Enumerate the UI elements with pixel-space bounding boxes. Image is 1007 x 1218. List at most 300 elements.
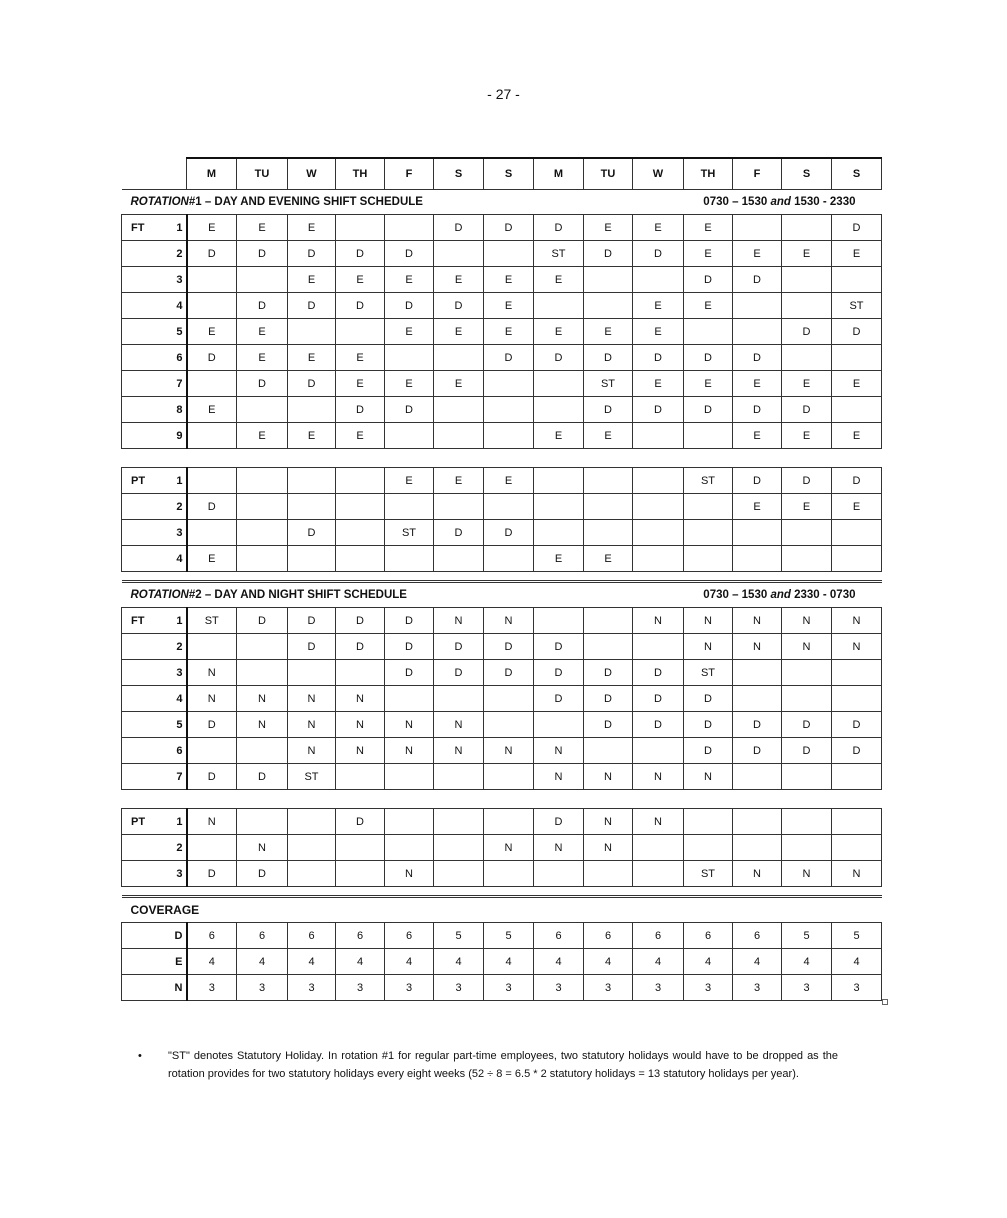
- shift-cell: [484, 546, 534, 572]
- shift-cell: D: [633, 686, 684, 712]
- day-header: TU: [237, 158, 288, 190]
- shift-cell: [434, 861, 484, 887]
- spacer-cell: [122, 790, 882, 809]
- shift-cell: [782, 215, 832, 241]
- shift-cell: E: [336, 267, 385, 293]
- shift-cell: D: [782, 468, 832, 494]
- rotation1-ft-row: [122, 345, 882, 371]
- shift-cell: [534, 861, 584, 887]
- shift-cell: [534, 397, 584, 423]
- shift-cell: [336, 215, 385, 241]
- rotation1-ft-row: [122, 241, 882, 267]
- coverage-cell: 4: [534, 949, 584, 975]
- shift-cell: [832, 764, 882, 790]
- shift-cell: [584, 494, 633, 520]
- shift-cell: E: [434, 267, 484, 293]
- day-header: M: [534, 158, 584, 190]
- shift-cell: D: [633, 712, 684, 738]
- shift-cell: [288, 397, 336, 423]
- shift-cell: D: [534, 686, 584, 712]
- rotation1-ft-row: [122, 215, 882, 241]
- pt-label: [122, 835, 168, 861]
- rotation2-hours-a: 0730 – 1530: [703, 589, 768, 601]
- rotation2-title-italic: ROTATION: [130, 589, 189, 601]
- coverage-title-row: [122, 897, 882, 923]
- coverage-cell: 6: [633, 923, 684, 949]
- shift-cell: N: [484, 738, 534, 764]
- shift-cell: [484, 371, 534, 397]
- shift-cell: D: [187, 764, 237, 790]
- shift-cell: [237, 660, 288, 686]
- shift-cell: [633, 861, 684, 887]
- shift-cell: [434, 809, 484, 835]
- shift-cell: N: [288, 738, 336, 764]
- shift-cell: E: [385, 371, 434, 397]
- shift-cell: [288, 835, 336, 861]
- shift-cell: [187, 835, 237, 861]
- shift-cell: N: [336, 712, 385, 738]
- shift-cell: E: [584, 215, 633, 241]
- shift-cell: E: [733, 423, 782, 449]
- shift-cell: [832, 686, 882, 712]
- shift-cell: E: [633, 215, 684, 241]
- rotation2-ft-row: [122, 764, 882, 790]
- shift-cell: [187, 520, 237, 546]
- shift-cell: N: [534, 764, 584, 790]
- shift-cell: D: [385, 608, 434, 634]
- shift-cell: E: [684, 293, 733, 319]
- rotation1-ft-row: [122, 397, 882, 423]
- coverage-cell: 6: [684, 923, 733, 949]
- coverage-cell: 4: [733, 949, 782, 975]
- shift-cell: N: [832, 608, 882, 634]
- rotation2-ft-row: [122, 686, 882, 712]
- shift-cell: D: [584, 712, 633, 738]
- shift-cell: D: [187, 861, 237, 887]
- shift-cell: N: [733, 634, 782, 660]
- rotation2-pt-row: [122, 809, 882, 835]
- shift-cell: [832, 397, 882, 423]
- shift-cell: [187, 738, 237, 764]
- shift-cell: D: [782, 319, 832, 345]
- shift-cell: D: [187, 241, 237, 267]
- rotation2-pt-row: [122, 861, 882, 887]
- shift-cell: D: [187, 712, 237, 738]
- shift-cell: E: [782, 494, 832, 520]
- shift-cell: [733, 215, 782, 241]
- employee-number: 4: [168, 546, 187, 572]
- shift-cell: [684, 319, 733, 345]
- ft-label: [122, 371, 168, 397]
- rotation1-hours: [703, 196, 881, 208]
- shift-cell: [385, 546, 434, 572]
- shift-cell: D: [832, 319, 882, 345]
- coverage-cell: 6: [336, 923, 385, 949]
- rotation2-ft-row: [122, 712, 882, 738]
- shift-cell: [336, 835, 385, 861]
- ft-label: [122, 293, 168, 319]
- shift-cell: [237, 494, 288, 520]
- shift-cell: [584, 293, 633, 319]
- shift-cell: [385, 423, 434, 449]
- coverage-cell: 3: [733, 975, 782, 1001]
- shift-cell: [782, 345, 832, 371]
- rotation2-title: [122, 582, 882, 608]
- shift-cell: [633, 468, 684, 494]
- shift-cell: [733, 686, 782, 712]
- shift-cell: D: [385, 293, 434, 319]
- shift-cell: [385, 215, 434, 241]
- shift-cell: E: [684, 241, 733, 267]
- shift-cell: [684, 520, 733, 546]
- spacer-row: [122, 572, 882, 582]
- coverage-cell: 6: [733, 923, 782, 949]
- coverage-cell: 3: [288, 975, 336, 1001]
- shift-cell: D: [288, 634, 336, 660]
- shift-cell: [434, 764, 484, 790]
- shift-cell: ST: [584, 371, 633, 397]
- shift-cell: [237, 267, 288, 293]
- shift-cell: N: [782, 608, 832, 634]
- shift-cell: [534, 371, 584, 397]
- shift-cell: E: [782, 241, 832, 267]
- shift-cell: [336, 468, 385, 494]
- shift-cell: E: [484, 319, 534, 345]
- shift-cell: D: [534, 215, 584, 241]
- shift-cell: D: [434, 520, 484, 546]
- rotation2-hours-b: 2330 - 0730: [794, 589, 856, 601]
- shift-cell: ST: [684, 861, 733, 887]
- shift-cell: E: [237, 319, 288, 345]
- shift-cell: E: [584, 423, 633, 449]
- rotation2-title-text: [122, 589, 407, 601]
- shift-cell: D: [484, 520, 534, 546]
- coverage-cell: 3: [187, 975, 237, 1001]
- shift-cell: D: [237, 861, 288, 887]
- employee-number: 2: [168, 494, 187, 520]
- shift-cell: N: [237, 686, 288, 712]
- shift-cell: E: [187, 215, 237, 241]
- shift-cell: [336, 861, 385, 887]
- shift-cell: [434, 686, 484, 712]
- rotation1-hours-and: and: [770, 196, 791, 208]
- shift-cell: [832, 546, 882, 572]
- coverage-row: [122, 975, 882, 1001]
- coverage-cell: 4: [484, 949, 534, 975]
- day-header: TH: [684, 158, 733, 190]
- shift-cell: E: [633, 293, 684, 319]
- shift-cell: [187, 634, 237, 660]
- shift-cell: [534, 520, 584, 546]
- shift-cell: D: [733, 267, 782, 293]
- shift-cell: [832, 835, 882, 861]
- employee-number: 7: [168, 371, 187, 397]
- shift-cell: N: [633, 809, 684, 835]
- ft-label: [122, 423, 168, 449]
- day-header-row: [122, 158, 882, 190]
- day-header: S: [434, 158, 484, 190]
- shift-cell: D: [684, 397, 733, 423]
- shift-cell: D: [733, 738, 782, 764]
- day-header: W: [633, 158, 684, 190]
- employee-number: 4: [168, 686, 187, 712]
- shift-cell: [633, 738, 684, 764]
- shift-cell: [733, 764, 782, 790]
- coverage-cell: 4: [336, 949, 385, 975]
- shift-cell: E: [832, 371, 882, 397]
- shift-cell: N: [434, 608, 484, 634]
- spacer-row: [122, 449, 882, 468]
- shift-cell: N: [336, 738, 385, 764]
- coverage-cell: 3: [782, 975, 832, 1001]
- shift-cell: ST: [288, 764, 336, 790]
- shift-cell: D: [782, 397, 832, 423]
- shift-cell: [633, 494, 684, 520]
- shift-cell: D: [434, 215, 484, 241]
- shift-cell: [684, 546, 733, 572]
- shift-cell: N: [237, 835, 288, 861]
- coverage-row: [122, 949, 882, 975]
- shift-cell: D: [237, 293, 288, 319]
- coverage-cell: 6: [385, 923, 434, 949]
- shift-cell: [288, 660, 336, 686]
- shift-cell: ST: [534, 241, 584, 267]
- shift-cell: [534, 608, 584, 634]
- shift-cell: [434, 241, 484, 267]
- shift-cell: D: [484, 345, 534, 371]
- shift-cell: E: [534, 423, 584, 449]
- shift-cell: N: [584, 809, 633, 835]
- shift-cell: N: [684, 608, 733, 634]
- rotation1-ft-row: [122, 423, 882, 449]
- shift-cell: ST: [187, 608, 237, 634]
- shift-cell: [684, 494, 733, 520]
- shift-cell: D: [336, 241, 385, 267]
- coverage-cell: 3: [434, 975, 484, 1001]
- ft-label: [122, 319, 168, 345]
- ft-label: [122, 345, 168, 371]
- shift-cell: [534, 494, 584, 520]
- shift-cell: [237, 738, 288, 764]
- shift-cell: ST: [684, 660, 733, 686]
- shift-cell: [534, 293, 584, 319]
- shift-cell: [187, 267, 237, 293]
- coverage-cell: 5: [484, 923, 534, 949]
- shift-cell: N: [336, 686, 385, 712]
- shift-cell: [484, 494, 534, 520]
- shift-cell: [288, 861, 336, 887]
- shift-cell: [434, 835, 484, 861]
- shift-cell: D: [534, 345, 584, 371]
- shift-cell: [237, 397, 288, 423]
- coverage-cell: 3: [832, 975, 882, 1001]
- shift-cell: D: [633, 345, 684, 371]
- pt-label: [122, 494, 168, 520]
- shift-cell: [584, 520, 633, 546]
- employee-number: 6: [168, 345, 187, 371]
- coverage-cell: 3: [385, 975, 434, 1001]
- employee-number: 2: [168, 634, 187, 660]
- rotation1-ft-row: [122, 371, 882, 397]
- shift-cell: E: [832, 494, 882, 520]
- shift-cell: D: [733, 397, 782, 423]
- spacer-cell: [122, 887, 882, 897]
- shift-cell: N: [434, 712, 484, 738]
- shift-cell: D: [584, 660, 633, 686]
- rotation2-pt-row: [122, 835, 882, 861]
- shift-cell: [633, 634, 684, 660]
- shift-cell: N: [832, 634, 882, 660]
- shift-cell: N: [288, 686, 336, 712]
- shift-cell: [237, 634, 288, 660]
- shift-cell: D: [288, 371, 336, 397]
- coverage-cell: 4: [633, 949, 684, 975]
- shift-cell: D: [584, 686, 633, 712]
- rotation1-title-text: [122, 196, 423, 208]
- ft-label: FT: [122, 215, 168, 241]
- shift-cell: D: [832, 468, 882, 494]
- shift-cell: N: [187, 660, 237, 686]
- coverage-row: [122, 923, 882, 949]
- shift-cell: [733, 520, 782, 546]
- shift-cell: [484, 712, 534, 738]
- rotation2-ft-row: [122, 738, 882, 764]
- shift-cell: E: [534, 267, 584, 293]
- shift-cell: E: [633, 371, 684, 397]
- shift-cell: E: [187, 319, 237, 345]
- rotation1-hours-a: 0730 – 1530: [703, 196, 768, 208]
- schedule-body: [122, 158, 882, 1001]
- shift-cell: E: [434, 319, 484, 345]
- shift-cell: [684, 423, 733, 449]
- shift-cell: E: [288, 215, 336, 241]
- shift-cell: D: [237, 608, 288, 634]
- shift-cell: D: [288, 293, 336, 319]
- shift-cell: D: [584, 241, 633, 267]
- shift-cell: D: [336, 293, 385, 319]
- shift-cell: [484, 686, 534, 712]
- pt-label: PT: [122, 468, 168, 494]
- shift-cell: D: [187, 345, 237, 371]
- shift-cell: D: [187, 494, 237, 520]
- shift-cell: N: [484, 608, 534, 634]
- rotation1-ft-row: [122, 319, 882, 345]
- shift-cell: E: [584, 319, 633, 345]
- shift-cell: E: [484, 293, 534, 319]
- shift-cell: D: [584, 345, 633, 371]
- shift-cell: [484, 423, 534, 449]
- employee-number: 4: [168, 293, 187, 319]
- shift-cell: E: [633, 319, 684, 345]
- shift-cell: [733, 319, 782, 345]
- employee-number: 9: [168, 423, 187, 449]
- day-header: F: [733, 158, 782, 190]
- coverage-cell: 3: [237, 975, 288, 1001]
- shift-cell: N: [782, 634, 832, 660]
- rotation1-pt-row: [122, 520, 882, 546]
- shift-cell: [782, 546, 832, 572]
- shift-cell: [237, 520, 288, 546]
- shift-cell: N: [633, 608, 684, 634]
- shift-cell: N: [832, 861, 882, 887]
- coverage-shift: E: [168, 949, 187, 975]
- day-header: W: [288, 158, 336, 190]
- shift-cell: D: [385, 634, 434, 660]
- shift-cell: D: [484, 215, 534, 241]
- employee-number: 7: [168, 764, 187, 790]
- shift-cell: [385, 686, 434, 712]
- ft-label: [122, 738, 168, 764]
- shift-cell: [484, 764, 534, 790]
- spacer-cell: [122, 572, 882, 582]
- shift-cell: [733, 660, 782, 686]
- shift-cell: [288, 319, 336, 345]
- coverage-cell: 6: [187, 923, 237, 949]
- shift-cell: E: [534, 546, 584, 572]
- shift-cell: [237, 546, 288, 572]
- shift-cell: [782, 835, 832, 861]
- shift-cell: ST: [385, 520, 434, 546]
- shift-cell: [584, 738, 633, 764]
- rotation1-title-row: [122, 190, 882, 215]
- shift-cell: D: [684, 738, 733, 764]
- shift-cell: D: [684, 712, 733, 738]
- shift-cell: [385, 764, 434, 790]
- rotation2-hours: [703, 589, 881, 601]
- shift-cell: E: [288, 267, 336, 293]
- shift-cell: N: [733, 608, 782, 634]
- shift-cell: D: [633, 660, 684, 686]
- day-header: S: [782, 158, 832, 190]
- shift-cell: E: [434, 468, 484, 494]
- shift-cell: N: [385, 738, 434, 764]
- shift-cell: [187, 423, 237, 449]
- coverage-cell: 6: [237, 923, 288, 949]
- shift-cell: E: [733, 241, 782, 267]
- shift-cell: [187, 371, 237, 397]
- shift-cell: E: [288, 345, 336, 371]
- employee-number: 1: [168, 608, 187, 634]
- coverage-cell: 4: [187, 949, 237, 975]
- shift-cell: [288, 809, 336, 835]
- shift-cell: E: [385, 319, 434, 345]
- employee-number: 3: [168, 660, 187, 686]
- coverage-label: [122, 975, 168, 1001]
- coverage-cell: 3: [484, 975, 534, 1001]
- shift-cell: [832, 267, 882, 293]
- shift-cell: N: [434, 738, 484, 764]
- shift-cell: D: [782, 712, 832, 738]
- day-header: TU: [584, 158, 633, 190]
- shift-cell: [633, 835, 684, 861]
- shift-cell: N: [534, 835, 584, 861]
- shift-cell: E: [534, 319, 584, 345]
- rotation1-ft-row: [122, 267, 882, 293]
- employee-number: 3: [168, 861, 187, 887]
- employee-number: 2: [168, 241, 187, 267]
- ft-label: [122, 634, 168, 660]
- employee-number: 6: [168, 738, 187, 764]
- shift-cell: D: [385, 660, 434, 686]
- shift-cell: D: [484, 660, 534, 686]
- shift-cell: [484, 861, 534, 887]
- coverage-shift: D: [168, 923, 187, 949]
- shift-cell: [434, 423, 484, 449]
- shift-cell: E: [733, 371, 782, 397]
- shift-cell: N: [534, 738, 584, 764]
- shift-cell: D: [584, 397, 633, 423]
- ft-label: [122, 712, 168, 738]
